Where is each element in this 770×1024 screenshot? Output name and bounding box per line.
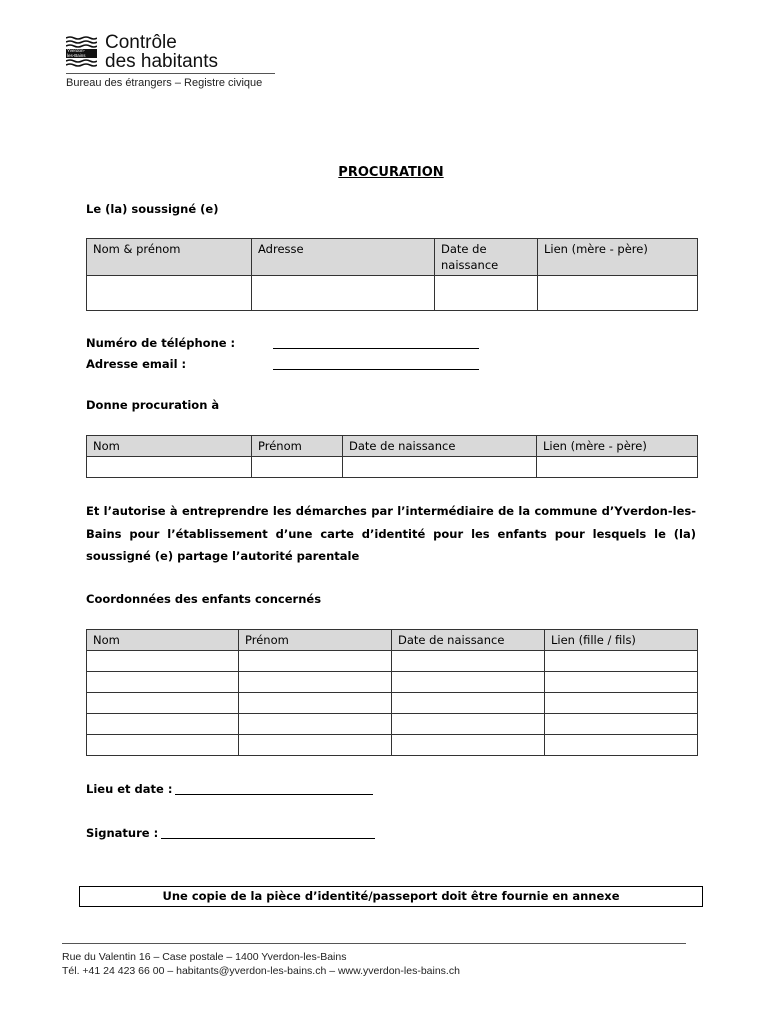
footer-contact: Tél. +41 24 423 66 00 – habitants@yverdon-les-bains.ch – www.yverdon-les-bains.ch	[62, 965, 460, 977]
table-header: Lien (mère - père)	[537, 436, 698, 457]
table-cell[interactable]	[545, 651, 698, 672]
proxy-label: Donne procuration à	[86, 398, 220, 412]
children-table	[86, 629, 698, 756]
signature-field[interactable]	[161, 838, 375, 839]
table-header: Date de naissance	[435, 239, 538, 276]
table-header: Prénom	[252, 436, 343, 457]
place-date-label: Lieu et date :	[86, 782, 173, 796]
table-cell[interactable]	[252, 276, 435, 311]
table-cell[interactable]	[392, 672, 545, 693]
table-header: Lien (mère - père)	[538, 239, 698, 276]
phone-field[interactable]	[273, 348, 479, 349]
table-cell[interactable]	[239, 735, 392, 756]
table-cell[interactable]	[239, 693, 392, 714]
logo-divider	[66, 73, 275, 74]
table-row	[87, 735, 698, 756]
place-date-field[interactable]	[175, 794, 373, 795]
table-cell[interactable]	[537, 457, 698, 478]
table-cell[interactable]	[87, 457, 252, 478]
table-cell[interactable]	[252, 457, 343, 478]
table-header: Nom	[87, 630, 239, 651]
table-cell[interactable]	[87, 693, 239, 714]
table-header: Date de naissance	[392, 630, 545, 651]
email-label: Adresse email :	[86, 357, 187, 371]
table-header: Prénom	[239, 630, 392, 651]
signature-label: Signature :	[86, 826, 159, 840]
table-cell[interactable]	[87, 651, 239, 672]
table-header: Nom	[87, 436, 252, 457]
table-cell[interactable]	[545, 672, 698, 693]
table-cell[interactable]	[343, 457, 537, 478]
table-cell[interactable]	[392, 693, 545, 714]
table-header: Adresse	[252, 239, 435, 276]
phone-label: Numéro de téléphone :	[86, 336, 236, 350]
table-header: Nom & prénom	[87, 239, 252, 276]
email-field[interactable]	[273, 369, 479, 370]
table-cell[interactable]	[392, 651, 545, 672]
table-header: Date de naissance	[343, 436, 537, 457]
table-cell[interactable]	[392, 735, 545, 756]
authorization-text: Et l’autorise à entreprendre les démarches par l’intermédiaire de la commune d’Yverdon-les-Bains pour l’établissement d’une carte d’identité pour les enfants pour lesquels le (la) soussigné (e) partage l’autorité parentale	[86, 504, 696, 563]
table-row	[87, 693, 698, 714]
table-cell[interactable]	[87, 735, 239, 756]
children-label: Coordonnées des enfants concernés	[86, 592, 322, 606]
table-cell[interactable]	[435, 276, 538, 311]
table-cell[interactable]	[87, 714, 239, 735]
table-row	[87, 714, 698, 735]
table-cell[interactable]	[239, 714, 392, 735]
annex-notice: Une copie de la pièce d’identité/passeport doit être fournie en annexe	[79, 886, 703, 907]
table-row	[87, 276, 698, 311]
table-row	[87, 672, 698, 693]
table-cell[interactable]	[545, 714, 698, 735]
logo-mark-text: Yverdon- les-Bains	[67, 48, 86, 58]
logo-title: Contrôle des habitants	[105, 32, 219, 72]
undersigned-table	[86, 238, 698, 311]
table-row	[87, 457, 698, 478]
footer-divider	[62, 943, 686, 944]
logo-subtitle: Bureau des étrangers – Registre civique	[66, 77, 263, 89]
table-cell[interactable]	[239, 651, 392, 672]
table-header: Lien (fille / fils)	[545, 630, 698, 651]
undersigned-label: Le (la) soussigné (e)	[86, 202, 219, 216]
table-cell[interactable]	[87, 276, 252, 311]
footer-address: Rue du Valentin 16 – Case postale – 1400 Yverdon-les-Bains	[62, 951, 347, 963]
proxy-table	[86, 435, 698, 478]
table-cell[interactable]	[239, 672, 392, 693]
table-cell[interactable]	[87, 672, 239, 693]
table-cell[interactable]	[545, 735, 698, 756]
table-cell[interactable]	[392, 714, 545, 735]
page-title: PROCURATION	[338, 165, 444, 180]
table-row	[87, 651, 698, 672]
table-cell[interactable]	[538, 276, 698, 311]
table-cell[interactable]	[545, 693, 698, 714]
